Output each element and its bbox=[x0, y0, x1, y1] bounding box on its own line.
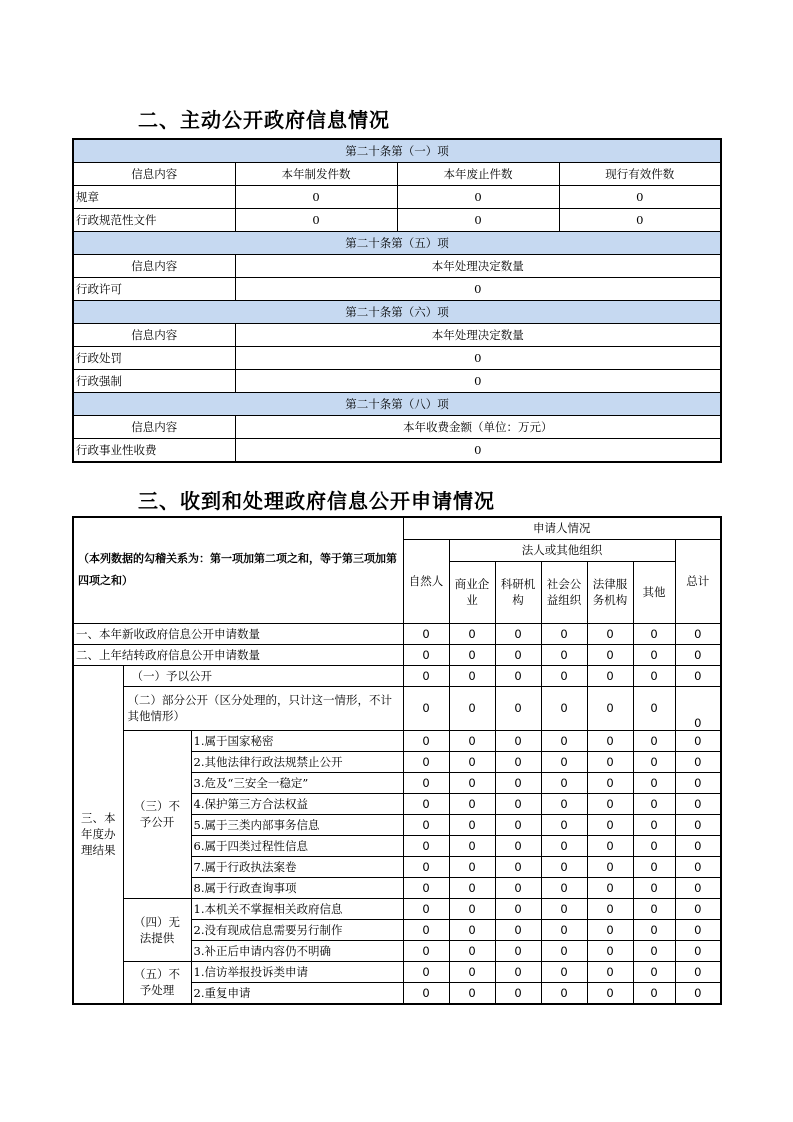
section3-label: 三、本年度办理结果 bbox=[73, 665, 123, 1004]
table-row: 4.保护第三方合法权益 0 0 0 0 0 0 0 bbox=[73, 793, 721, 814]
section3-title: 三、收到和处理政府信息公开申请情况 bbox=[138, 489, 495, 513]
col-welfare: 社会公益组织 bbox=[541, 561, 587, 623]
reconciliation-note: （本列数据的勾稽关系为：第一项加第二项之和，等于第三项加第四项之和） bbox=[73, 517, 403, 623]
col-total: 总计 bbox=[675, 539, 721, 623]
table-row: 行政处罚 0 bbox=[73, 347, 721, 370]
applicant-header: 申请人情况 bbox=[403, 517, 721, 539]
col-valid: 现行有效件数 bbox=[559, 163, 721, 186]
table-row: 一、本年新收政府信息公开申请数量 0 0 0 0 0 0 0 bbox=[73, 623, 721, 644]
table-row: 5.属于三类内部事务信息 0 0 0 0 0 0 0 bbox=[73, 814, 721, 835]
table-row: （四）无法提供 1.本机关不掌握相关政府信息 0 0 0 0 0 0 0 bbox=[73, 898, 721, 919]
col-legal-service: 法律服务机构 bbox=[587, 561, 633, 623]
art20-5-header: 第二十条第（五）项 bbox=[73, 232, 721, 255]
table-row: 2.重复申请 0 0 0 0 0 0 0 bbox=[73, 982, 721, 1004]
table-row: 行政许可 0 bbox=[73, 278, 721, 301]
table-row: 行政强制 0 bbox=[73, 370, 721, 393]
table-row: 行政规范性文件 0 0 0 bbox=[73, 209, 721, 232]
cannot-provide-label: （四）无法提供 bbox=[123, 898, 191, 961]
section2-title: 二、主动公开政府信息情况 bbox=[138, 108, 390, 132]
art20-8-header: 第二十条第（八）项 bbox=[73, 393, 721, 416]
table-row: 三、本年度办理结果 （一）予以公开 0 0 0 0 0 0 0 bbox=[73, 665, 721, 686]
application-handling-table bbox=[72, 516, 722, 1005]
art20-6-header: 第二十条第（六）项 bbox=[73, 301, 721, 324]
col-research: 科研机构 bbox=[495, 561, 541, 623]
table-row: 行政事业性收费 0 bbox=[73, 439, 721, 463]
table-row: 2.其他法律行政法规禁止公开 0 0 0 0 0 0 0 bbox=[73, 751, 721, 772]
no-process-label: （五）不予处理 bbox=[123, 961, 191, 1004]
col-abolished: 本年废止件数 bbox=[397, 163, 559, 186]
not-open-label: （三）不予公开 bbox=[123, 730, 191, 898]
table-row: （二）部分公开（区分处理的，只计这一情形，不计其他情形） 0 0 0 0 0 0 0 bbox=[73, 686, 721, 730]
col-business: 商业企业 bbox=[449, 561, 495, 623]
table-row: 6.属于四类过程性信息 0 0 0 0 0 0 0 bbox=[73, 835, 721, 856]
table-row: 二、上年结转政府信息公开申请数量 0 0 0 0 0 0 0 bbox=[73, 644, 721, 665]
table-row: 3.危及“三安全一稳定” 0 0 0 0 0 0 0 bbox=[73, 772, 721, 793]
table-row: 3.补正后申请内容仍不明确 0 0 0 0 0 0 0 bbox=[73, 940, 721, 961]
col-info: 信息内容 bbox=[73, 163, 235, 186]
col-natural-person: 自然人 bbox=[403, 539, 449, 623]
col-issued: 本年制发件数 bbox=[235, 163, 397, 186]
table-row: （三）不予公开 1.属于国家秘密 0 0 0 0 0 0 0 bbox=[73, 730, 721, 751]
table-row: （五）不予处理 1.信访举报投诉类申请 0 0 0 0 0 0 0 bbox=[73, 961, 721, 982]
legal-group-header: 法人或其他组织 bbox=[449, 539, 675, 561]
col-other: 其他 bbox=[633, 561, 675, 623]
table-row: 7.属于行政执法案卷 0 0 0 0 0 0 0 bbox=[73, 856, 721, 877]
proactive-disclosure-table: 第二十条第（一）项 信息内容 本年制发件数 本年废止件数 现行有效件数 规章 0 0 0 行政规范性文件 0 0 0 第二十条第（五）项 信息内容 本年处理决定数量 行政许可 0 第二十条第（六）项 信息内容 本年处理决定数量 行政处罚 0 行政强制 0 第二十条第（八）项 信息内容 本年收费金额（单位：万元） 行政事业性收费 0 bbox=[72, 138, 722, 463]
table-row: 8.属于行政查询事项 0 0 0 0 0 0 0 bbox=[73, 877, 721, 898]
art20-1-header: 第二十条第（一）项 bbox=[73, 139, 721, 163]
table-row: 2.没有现成信息需要另行制作 0 0 0 0 0 0 0 bbox=[73, 919, 721, 940]
table-row: 规章 0 0 0 bbox=[73, 186, 721, 209]
